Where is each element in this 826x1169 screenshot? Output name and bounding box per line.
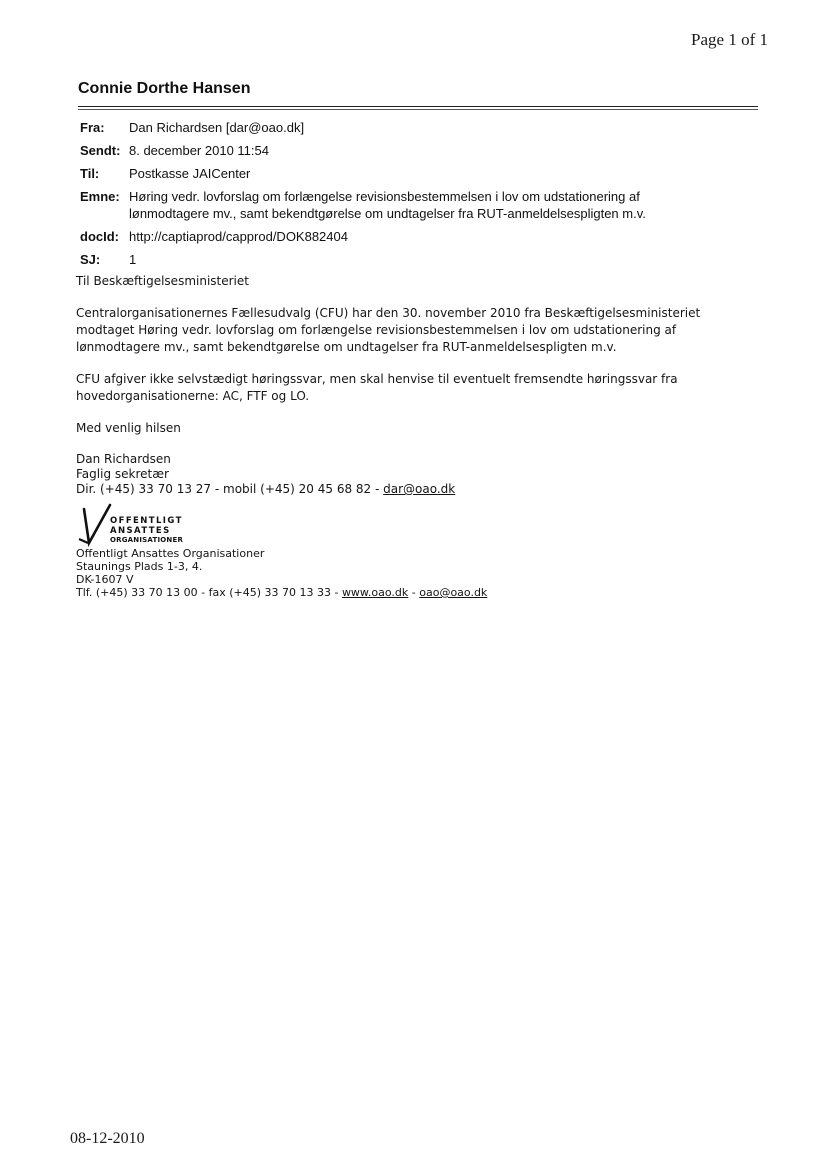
org-name: Offentligt Ansattes Organisationer	[76, 547, 265, 560]
closing: Med venlig hilsen	[76, 421, 181, 435]
organization-logo	[76, 503, 236, 547]
signature-contact	[76, 482, 756, 497]
header-value: 1	[129, 252, 137, 267]
logo-line: ANSATTES	[110, 525, 171, 536]
header-value: Dan Richardsen [dar@oao.dk]	[129, 120, 305, 135]
header-from	[80, 119, 720, 136]
signature-title: Faglig sekretær	[76, 467, 169, 481]
header-value: Høring vedr. lovforslag om forlængelse revisionsbestemmelsen i lov om udstationering af lønmodtagere mv., samt bekendtgørelse om undtagelser fra RUT-anmeldelsespligten m.v.	[129, 189, 646, 221]
signature	[76, 452, 756, 497]
org-city: DK-1607 V	[76, 573, 134, 586]
header-value: Postkasse JAICenter	[129, 166, 251, 181]
body-paragraph: Centralorganisationernes Fællesudvalg (CFU) har den 30. november 2010 fra Beskæftigelsesministeriet modtaget Høring vedr. lovforslag om forlængelse revisionsbestemmelsen i lov om udstationering af lønmodtagere mv., samt bekendtgørelse om undtagelser fra RUT-anmeldelsespligten m.v.	[76, 306, 701, 354]
header-sj	[80, 251, 720, 268]
body-paragraph: CFU afgiver ikke selvstædigt høringssvar, men skal henvise til eventuelt fremsendte høringssvar fra hovedorganisationerne: AC, FTF og LO.	[76, 372, 678, 403]
header-value: 8. december 2010 11:54	[129, 143, 269, 158]
org-separator: -	[408, 586, 420, 599]
header-value: http://captiaprod/capprod/DOK882404	[129, 229, 348, 244]
header-label: docId:	[80, 229, 119, 244]
header-label: Til:	[80, 166, 100, 181]
header-sent	[80, 142, 720, 159]
logo-line: ORGANISATIONER	[110, 536, 184, 544]
signature-phone: Dir. (+45) 33 70 13 27 - mobil (+45) 20 45 68 82 -	[76, 482, 384, 496]
organization-block	[76, 547, 756, 599]
greeting: Til Beskæftigelsesministeriet	[76, 274, 249, 288]
header-divider	[78, 106, 758, 107]
header-label: SJ:	[80, 252, 101, 267]
footer-date: 08-12-2010	[70, 1130, 145, 1147]
header-label: Emne:	[80, 189, 120, 204]
page-number: Page 1 of 1	[691, 30, 768, 49]
logo-wordmark	[110, 517, 183, 546]
org-contact	[76, 586, 756, 599]
header-divider-thin	[78, 109, 758, 110]
org-street: Staunings Plads 1-3, 4.	[76, 560, 203, 573]
signature-email-link[interactable]: dar@oao.dk	[383, 482, 456, 496]
mailbox-owner-name: Connie Dorthe Hansen	[78, 80, 251, 97]
header-docid	[80, 228, 720, 245]
signature-name: Dan Richardsen	[76, 452, 171, 466]
header-label: Sendt:	[80, 143, 121, 158]
email-body	[76, 273, 756, 599]
org-email-link[interactable]: oao@oao.dk	[419, 586, 488, 599]
header-label: Fra:	[80, 120, 105, 135]
email-headers	[80, 119, 720, 274]
header-to	[80, 165, 720, 182]
logo-line: OFFENTLIGT	[110, 516, 183, 526]
header-subject	[80, 188, 720, 222]
org-website-link[interactable]: www.oao.dk	[341, 586, 409, 599]
org-phone: Tlf. (+45) 33 70 13 00 - fax (+45) 33 70 13 33 -	[76, 586, 342, 599]
